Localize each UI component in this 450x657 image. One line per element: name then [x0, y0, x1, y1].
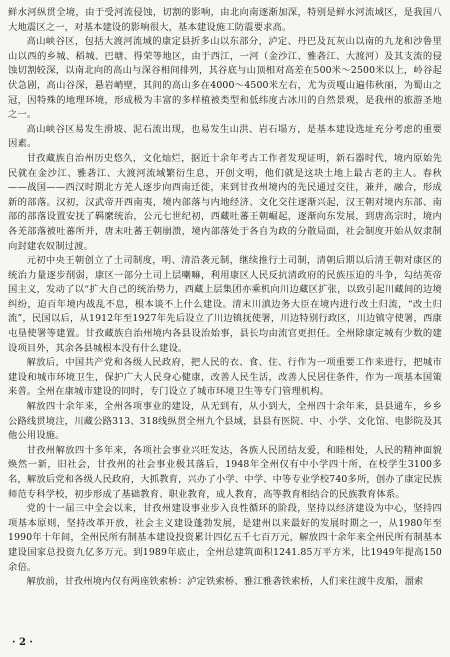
paragraph: 党的十一届三中全会以来，甘孜州建设事业步入良性循环的阶段，坚持以经济建设为中心，坚持四项基本原则，坚持改革开放，社会主义建设蓬勃发展，是建州以来最好的发展时期之一，从1980年至1990年十年间，全州民所有制基本建设投资累计四亿五千七百万元，解放四十余年来全州民所有制基本建设国家总投资九亿多万元。到1989年底止，全州总建筑面积1241.85万平方米，比1949年提高150余倍。	[8, 503, 442, 573]
paragraph: 高山峡谷区，包括大渡河流域的康定县折多山以东部分，泸定、丹巴及瓦灰山以南的九龙和沙鲁里山以西的乡城、稻城、巴塘、得荣等地区，由于西江，一河（金沙江、雅砻江、大渡河）及其支流的侵蚀切割较深，以南北向的高山与深谷相间排列，其谷底与山顶相对高差在500米～2500米以上，岭谷起伏急剧，高山谷深，悬岩峭壁，其间的高山多在4000～4500米左右，尤为贡嘎山遍伟秋丽，为蜀山之冠，因特殊的地理环境，形成极为丰富的多样植被类型和低纬度古冰川的自然景观，是我州的旅游圣地之一。	[8, 36, 442, 121]
paragraph: 高山峡谷区易发生滑坡、泥石流出现，也易发生山洪、岩石塌方，是基本建设选址充分考虑的重要因素。	[8, 123, 442, 150]
paragraph: 甘孜藏族自治州历史悠久，文化灿烂，据近十余年考古工作者发现证明，新石器时代，境内原始先民就在金沙江、雅砻江、大渡河流域繁衍生息，开创文明，他们就是这块土地上最古老的主人。春秋——战国——西汉时期北方羌人逐步向西南迁徙，来到甘孜州境内的先民通过交往，兼并，融合，形成新的部落。汉初，汉武帝开西南夷，境内部落与内地经济、文化交往逐渐兴起，汉王朝对境内东部、南部的部落设置安抚了羁縻统治，公元七世纪初，西藏吐蕃王朝崛起，逐渐向东发展，到唐高宗时，境内各羌部落被吐蕃所并，唐末吐蕃王朝崩溃，境内部落处于各自为政的分散局面，社会制度开始从奴隶制向封建农奴制过渡。	[8, 152, 442, 252]
paragraph: 解放后，中国共产党和各级人民政府，把人民的衣、食、住、行作为一项重要工作来进行，把城市建设和城市环境卫生，保护广大人民身心健康，改善人民生活，改善人民居住条件，作为一项基本国策来普。全州在康城市建设的同时，专门设立了城市环境卫生等专门管理机构。	[8, 357, 442, 398]
paragraph: 解放前，甘孜州境内仅有两座铁索桥：泸定铁索桥、雅江雅砻铁索桥，人们来往渡牛皮船，溜索	[26, 576, 424, 588]
paragraph: 甘孜州解放四十多年来，各项社会事业兴旺发达，各族人民团结友爱，和睦相处，人民的精神面貌焕然一新，旧社会，甘孜州的社会事业极其落后，1948年全州仅有中小学四十所，在校学生3100多名，解放后党和各级人民政府，大抓教育，兴办了小学、中学、中等专业学校740多所，创办了康定民族师范专科学校，初步形成了基础教育、职业教育，成人教育，高等教育相结合的民族教育体系。	[8, 444, 442, 500]
paragraph: 元初中央王朝创立了土司制度，明、清沿袭元制，继续推行土司制，清朝后期以后清王朝对康区的统治力量逐步削弱，康区一部分土司上层喇嘛，利用康区人民反抗清政府的民族压迫的斗争，勾结英帝国主义，发动了以“扩大自己的统治势力，西藏上层集团亦乘机向川边藏区扩张，以致引起川藏间的边境纠纷，迫百年境内战乱不息，根本谈不上什么建设。清末川滇边务大臣在境内进行改土归流，“改土归流”，民国以后，从1912年至1927年先后设立了川边镇抚使署，川边特别行政区，川边镇守使署，西康屯垦使署等建置。甘孜藏族自治州境内各县设治始事，县长均由流官更担任。全州除康定城有少数的建设项目外，其余各县城根本没有什么建设。	[8, 255, 442, 354]
paragraph: 鲜水河纵贯全境，由于受河流侵蚀，切割的影响，由北向南逐渐加深，特别是鲜水河流域区，是我国八大地震区之一，对基本建设的影响很大，基本建设施工防震要求高。	[8, 7, 442, 33]
page-text	[8, 6, 442, 590]
paragraph: 解放四十余年来，全州各项事业的建设，从无到有，从小到大，全州四十余年来，县县通车，乡乡公路线贯境注，川藏公路313、318线纵贯全州九个县域，县县有医院、中、小学、文化馆、电影院及其他公用设施。	[8, 401, 442, 442]
page-number: · 2 ·	[12, 637, 33, 648]
